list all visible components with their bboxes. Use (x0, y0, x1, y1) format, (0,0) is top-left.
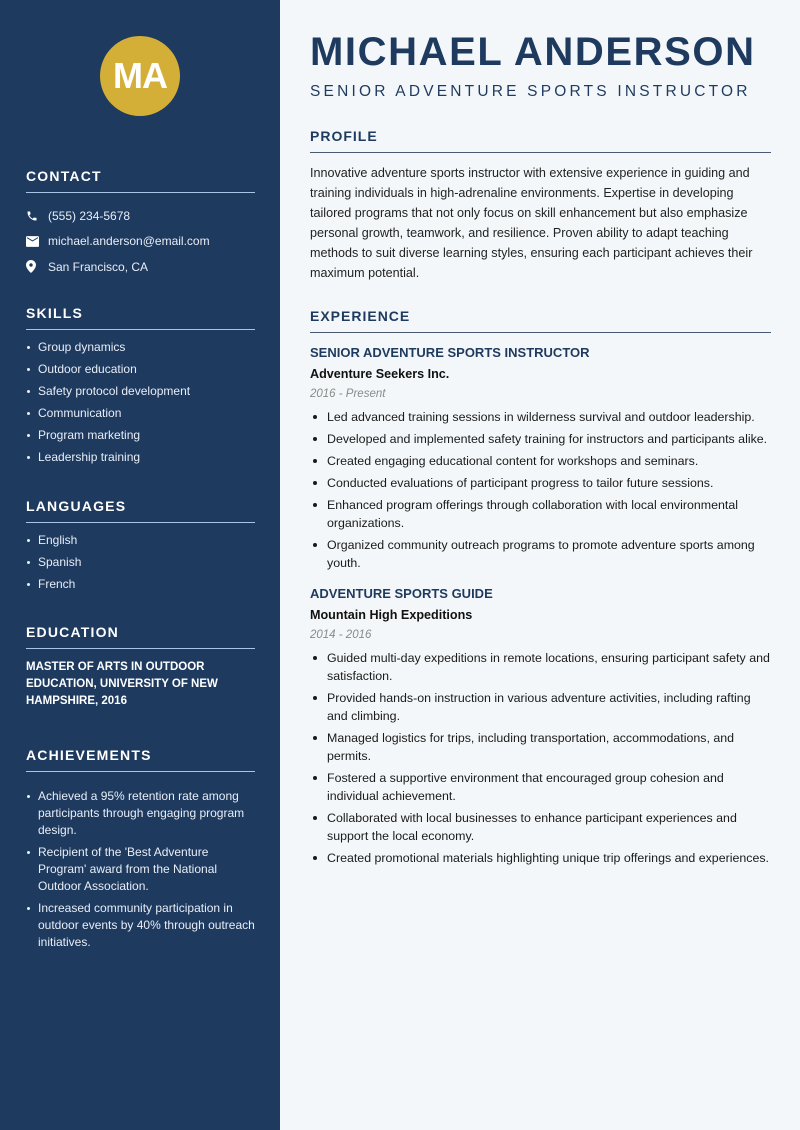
language-item: French (26, 576, 255, 593)
contact-heading: CONTACT (26, 168, 255, 193)
job-bullet: Led advanced training sessions in wilderness survival and outdoor leadership. (310, 408, 771, 426)
email-icon (26, 236, 48, 247)
job-bullet: Collaborated with local businesses to enhance participant experiences and support the local economy. (310, 809, 771, 845)
skill-item: Outdoor education (26, 361, 255, 378)
job-company: Mountain High Expeditions (310, 608, 473, 622)
education-heading: EDUCATION (26, 624, 255, 649)
skill-item: Communication (26, 405, 255, 422)
job-bullet: Developed and implemented safety training for instructors and participants alike. (310, 430, 771, 448)
job-entry (310, 345, 771, 572)
job-bullet: Enhanced program offerings through collaboration with local environmental organizations. (310, 496, 771, 532)
experience-heading: EXPERIENCE (310, 308, 771, 333)
languages-heading: LANGUAGES (26, 498, 255, 523)
achievement-item: Achieved a 95% retention rate among participants through engaging program design. (26, 788, 255, 839)
job-bullets (310, 408, 771, 572)
education-section (26, 624, 255, 710)
job-bullet: Conducted evaluations of participant progress to tailor future sessions. (310, 474, 771, 492)
skills-section (26, 305, 255, 471)
profile-heading: PROFILE (310, 128, 771, 153)
job-company: Adventure Seekers Inc. (310, 367, 450, 381)
contact-section (26, 168, 255, 280)
job-dates: 2016 - Present (310, 388, 386, 400)
contact-email-text: michael.anderson@email.com (48, 234, 210, 249)
skills-heading: SKILLS (26, 305, 255, 330)
profile-section (310, 128, 771, 283)
skills-list (26, 339, 255, 466)
contact-phone-text: (555) 234-5678 (48, 208, 131, 223)
languages-section (26, 498, 255, 598)
experience-section (310, 308, 771, 871)
job-entry (310, 586, 771, 867)
job-bullet: Guided multi-day expeditions in remote locations, ensuring participant safety and satisfaction. (310, 649, 771, 685)
job-bullet: Organized community outreach programs to promote adventure sports among youth. (310, 536, 771, 572)
language-item: Spanish (26, 554, 255, 571)
job-title: ADVENTURE SPORTS GUIDE (310, 586, 493, 601)
achievement-item: Recipient of the 'Best Adventure Program' award from the National Outdoor Association. (26, 844, 255, 895)
job-dates: 2014 - 2016 (310, 629, 372, 641)
contact-location-text: San Francisco, CA (48, 259, 149, 274)
job-bullet: Created engaging educational content for workshops and seminars. (310, 452, 771, 470)
achievements-list (26, 788, 255, 951)
job-bullet: Managed logistics for trips, including transportation, accommodations, and permits. (310, 729, 771, 765)
candidate-name: MICHAEL ANDERSON (310, 30, 756, 74)
achievement-item: Increased community participation in outdoor events by 40% through outreach initiatives. (26, 900, 255, 951)
contact-list (26, 203, 255, 280)
job-bullet: Provided hands-on instruction in various adventure activities, including rafting and climbing. (310, 689, 771, 725)
location-pin-icon (26, 260, 48, 273)
achievements-section (26, 747, 255, 956)
avatar-initials: MA (100, 36, 180, 116)
contact-phone (26, 203, 255, 229)
language-item: English (26, 532, 255, 549)
contact-location (26, 254, 255, 280)
sidebar (0, 0, 280, 1130)
job-title: SENIOR ADVENTURE SPORTS INSTRUCTOR (310, 345, 590, 360)
profile-summary: Innovative adventure sports instructor with extensive experience in guiding and training individuals in high-adrenaline environments. Expertise in developing tailored programs that not only focus on skill enhancement but also emphasize personal growth, teamwork, and resilience. Proven ability to adapt teaching methods to suit diverse learning styles, ensuring each participant achieves their maximum potential. (310, 166, 753, 280)
candidate-title: SENIOR ADVENTURE SPORTS INSTRUCTOR (310, 83, 751, 100)
contact-email (26, 229, 255, 255)
languages-list (26, 532, 255, 593)
achievements-heading: ACHIEVEMENTS (26, 747, 255, 772)
job-bullet: Fostered a supportive environment that encouraged group cohesion and individual achievement. (310, 769, 771, 805)
education-entry: MASTER OF ARTS IN OUTDOOR EDUCATION, UNIVERSITY OF NEW HAMPSHIRE, 2016 (26, 661, 218, 707)
job-bullet: Created promotional materials highlighting unique trip offerings and experiences. (310, 849, 771, 867)
skill-item: Program marketing (26, 427, 255, 444)
skill-item: Leadership training (26, 449, 255, 466)
job-bullets (310, 649, 771, 867)
skill-item: Group dynamics (26, 339, 255, 356)
phone-icon (26, 210, 48, 222)
skill-item: Safety protocol development (26, 383, 255, 400)
